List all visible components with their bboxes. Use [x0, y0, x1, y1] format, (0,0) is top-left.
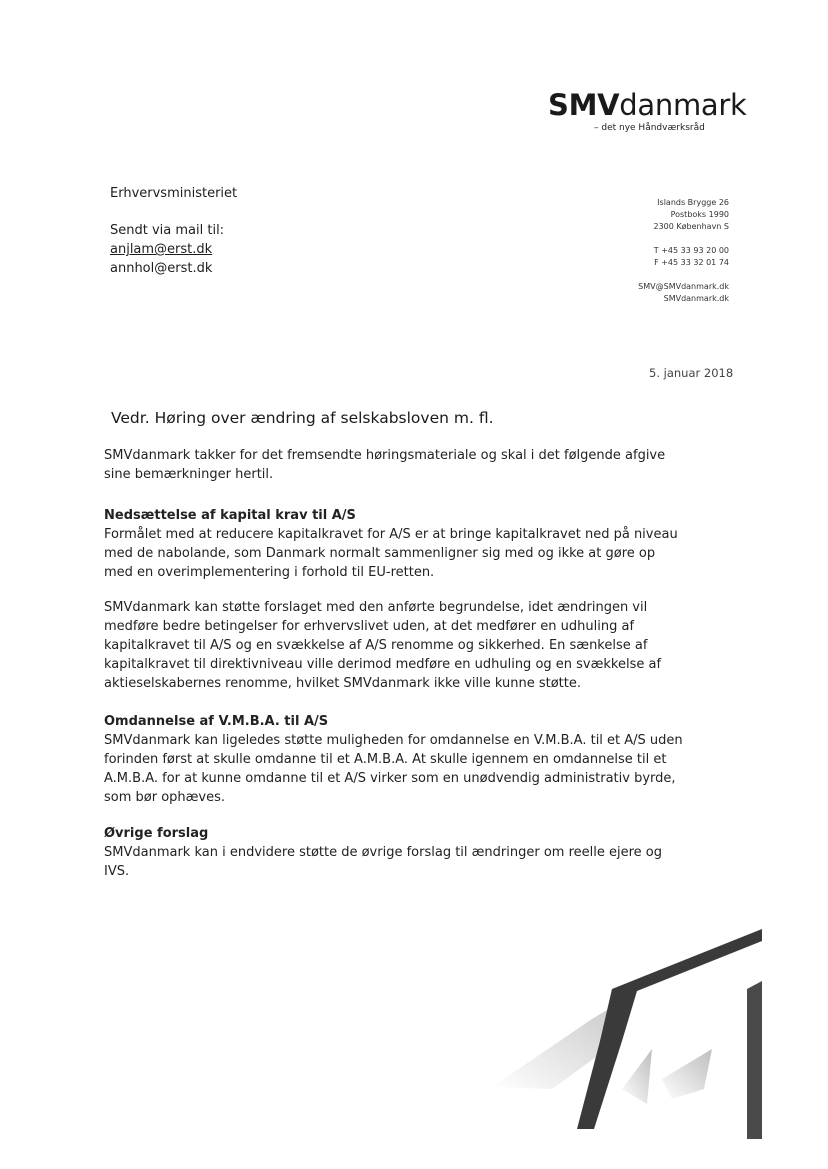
- recipient-name: Erhvervsministeriet: [110, 186, 238, 201]
- recipient-email-link[interactable]: anjlam@erst.dk: [110, 242, 213, 257]
- decoration-dark-shape: [577, 929, 762, 1129]
- company-logo: SMVdanmark: [548, 88, 747, 122]
- section-heading-capital: Nedsættelse af kapital krav til A/S: [104, 508, 356, 523]
- letter-date: 5. januar 2018: [649, 366, 734, 380]
- sender-address: [638, 197, 729, 305]
- address-email: SMV@SMVdanmark.dk: [638, 282, 729, 291]
- address-fax: F +45 33 32 01 74: [654, 258, 729, 267]
- address-city: 2300 København S: [653, 222, 729, 231]
- address-street: Islands Brygge 26: [657, 198, 729, 207]
- section-paragraph: SMVdanmark kan ligeledes støtte muligheden for omdannelse en V.M.B.A. til et A/S uden forinden først at skulle omdanne til et A.M.B.A. At skulle igennem en omdannelse til et A.M.B.A. for at kunne omdanne til et A/S virker som en unødvendig administrativ byrde, som bør ophæves.: [104, 733, 683, 805]
- section-heading-vmba: Omdannelse af V.M.B.A. til A/S: [104, 714, 329, 729]
- intro-paragraph: SMVdanmark takker for det fremsendte høringsmateriale og skal i det følgende afgive sine bemærkninger hertil.: [104, 448, 666, 482]
- decoration-light-shape: [662, 1049, 712, 1099]
- section-heading-other: Øvrige forslag: [104, 826, 209, 841]
- letter-subject: Vedr. Høring over ændring af selskabsloven m. fl.: [111, 409, 494, 427]
- recipient-email: annhol@erst.dk: [110, 261, 213, 276]
- section-paragraph: Formålet med at reducere kapitalkravet for A/S er at bringe kapitalkravet ned på niveau med de nabolande, som Danmark normalt sammenligner sig med og ikke at gøre op med en overimplementering i forhold til EU-retten.: [104, 527, 678, 580]
- decoration-dark-shape: [747, 981, 762, 1139]
- section-paragraph: SMVdanmark kan i endvidere støtte de øvrige forslag til ændringer om reelle ejere og IVS.: [104, 845, 662, 879]
- address-web: SMVdanmark.dk: [663, 294, 729, 303]
- address-phone: T +45 33 93 20 00: [653, 246, 729, 255]
- decoration-light-shape: [622, 1049, 652, 1104]
- sent-via-label: Sendt via mail til:: [110, 223, 225, 238]
- recipient-block: [110, 184, 237, 278]
- address-postbox: Postboks 1990: [670, 210, 729, 219]
- company-tagline: – det nye Håndværksråd: [594, 123, 705, 133]
- section-paragraph: SMVdanmark kan støtte forslaget med den anførte begrundelse, idet ændringen vil medføre bedre betingelser for erhvervslivet uden, at det medfører en udhuling af kapitalkravet til A/S og en svækkelse af A/S renomme og sikkerhed. En sænkelse af kapitalkravet til direktivniveau ville derimod medføre en udhuling og en svækkelse af aktieselskabernes renomme, hvilket SMVdanmark ikke ville kunne støtte.: [104, 600, 662, 691]
- brand-decoration-graphic: [472, 929, 762, 1139]
